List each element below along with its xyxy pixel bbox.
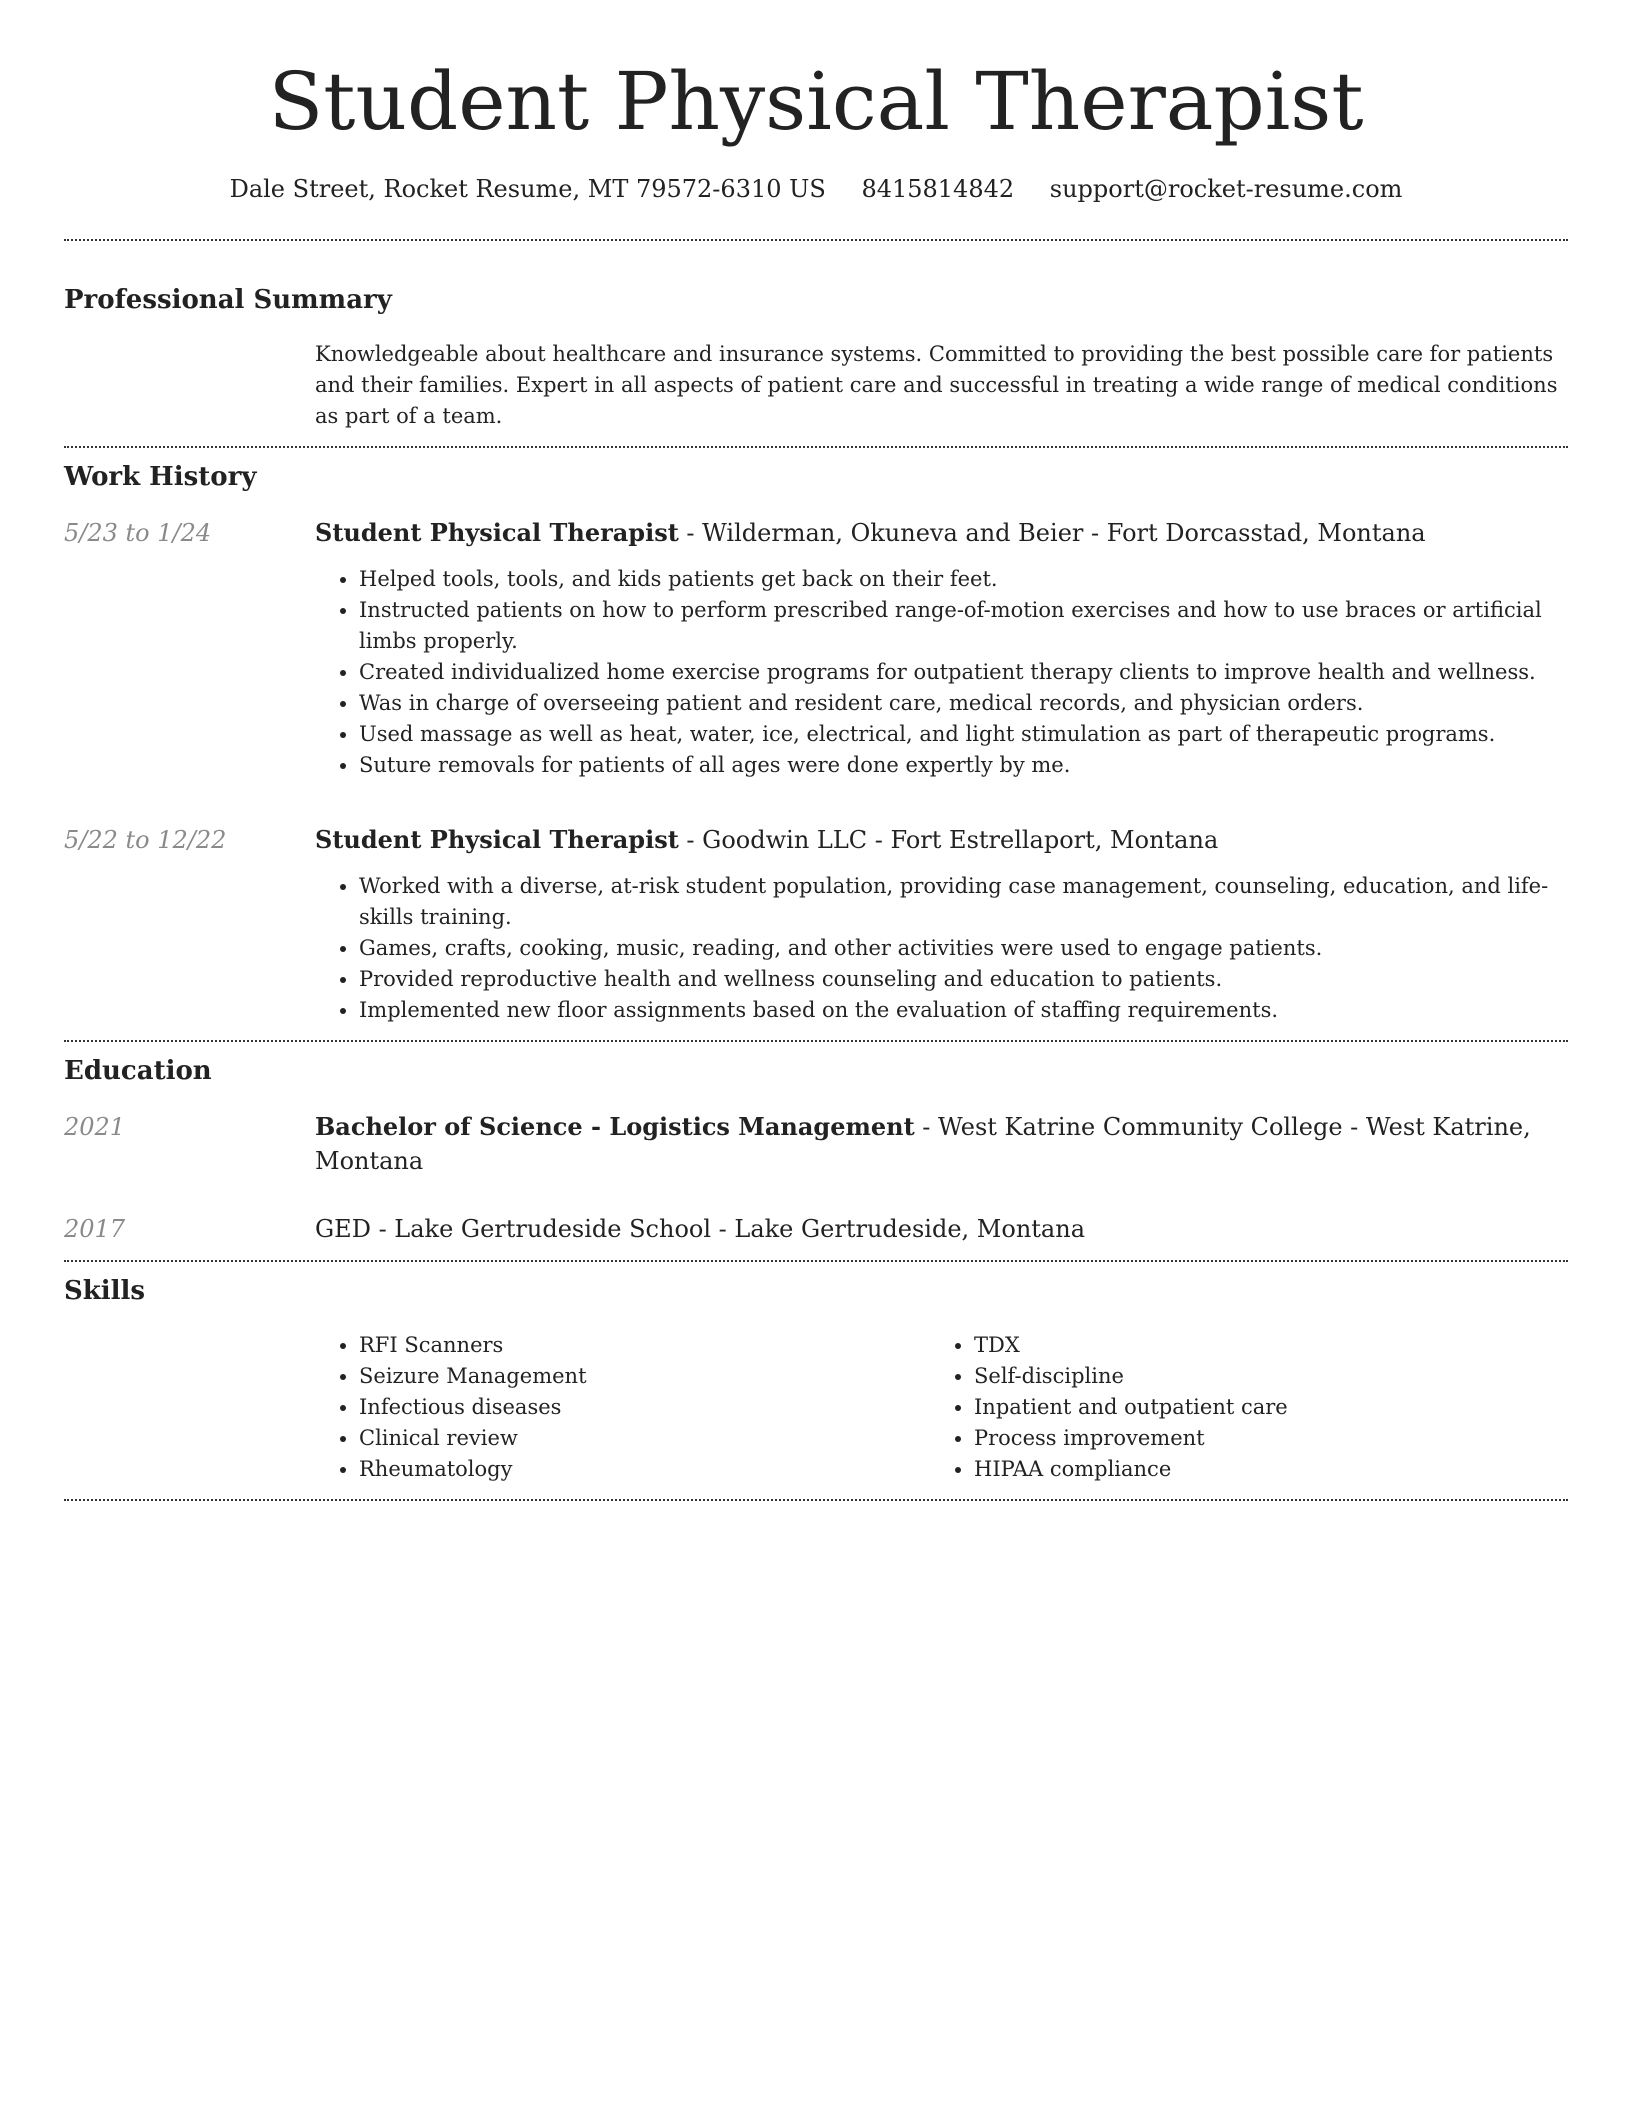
education-degree: Bachelor of Science - Logistics Management [315,1112,915,1141]
work-history-section [64,448,1568,1040]
job-dates: 5/23 to 1/24 [64,519,212,547]
resume-page [64,0,1568,1501]
summary-section [64,241,1568,446]
section-divider [64,1499,1568,1501]
education-school: GED - Lake Gertrudeside School - Lake Gertrudeside, Montana [315,1215,1086,1243]
list-item: • Instructed patients on how to perform prescribed range-of-motion exercises and how to use braces or artificial limbs properly. [359,595,1568,657]
job-bullets [315,564,1568,781]
education-entry [64,1212,1568,1246]
list-item: • Created individualized home exercise programs for outpatient therapy clients to improve health and wellness. [359,657,1568,688]
job-bullets [315,871,1568,1026]
education-body [315,1212,1568,1246]
section-title-skills: Skills [64,1276,146,1306]
skill-item: • Process improvement [974,1423,1534,1454]
job-body [315,823,1568,1026]
job-heading [315,823,1568,857]
education-heading [315,1212,1568,1246]
job-role: Student Physical Therapist [315,518,679,547]
section-title-education: Education [64,1056,212,1086]
skill-item: • Self-discipline [974,1361,1534,1392]
job-role: Student Physical Therapist [315,825,679,854]
skill-item: • HIPAA compliance [974,1454,1534,1485]
education-heading [315,1110,1568,1178]
job-entry [64,823,1568,1026]
address: Dale Street, Rocket Resume, MT 79572-6310 US [229,175,826,203]
list-item: • Suture removals for patients of all ages were done expertly by me. [359,750,1568,781]
email: support@rocket-resume.com [1049,175,1403,203]
skills-column-right [930,1330,1534,1485]
education-entry [64,1110,1568,1178]
section-title-summary: Professional Summary [64,285,392,315]
skill-item: • Infectious diseases [359,1392,930,1423]
job-employer: - Goodwin LLC - Fort Estrellaport, Montana [678,826,1219,854]
section-title-work: Work History [64,462,257,492]
list-item: • Worked with a diverse, at-risk student population, providing case management, counseling, education, and life-skills training. [359,871,1568,933]
education-school: - West Katrine Community College - West Katrine, Montana [315,1113,1531,1175]
contact-line [64,172,1568,206]
phone: 8415814842 [861,175,1015,203]
education-year: 2017 [64,1215,126,1243]
skills-list [315,1330,1568,1499]
candidate-name: Student Physical Therapist [268,55,1364,148]
list-item: • Implemented new floor assignments based on the evaluation of staffing requirements. [359,995,1568,1026]
education-year: 2021 [64,1113,126,1141]
skill-item: • Inpatient and outpatient care [974,1392,1534,1423]
skills-column-left [315,1330,930,1485]
job-entry [64,516,1568,781]
skill-item: • Clinical review [359,1423,930,1454]
list-item: • Games, crafts, cooking, music, reading, and other activities were used to engage patients. [359,933,1568,964]
job-body [315,516,1568,781]
list-item: • Helped tools, tools, and kids patients get back on their feet. [359,564,1568,595]
job-heading [315,516,1568,550]
skills-section [64,1262,1568,1499]
job-dates: 5/22 to 12/22 [64,826,227,854]
skill-item: • TDX [974,1330,1534,1361]
skill-item: • Rheumatology [359,1454,930,1485]
education-body [315,1110,1568,1178]
list-item: • Was in charge of overseeing patient and resident care, medical records, and physician orders. [359,688,1568,719]
job-employer: - Wilderman, Okuneva and Beier - Fort Dorcasstad, Montana [678,519,1426,547]
skill-item: • Seizure Management [359,1361,930,1392]
list-item: • Provided reproductive health and wellness counseling and education to patients. [359,964,1568,995]
summary-text: Knowledgeable about healthcare and insurance systems. Committed to providing the best possible care for patients and their families. Expert in all aspects of patient care and successful in treating a wide range of medical conditions as part of a team. [315,342,1558,428]
skill-item: • RFI Scanners [359,1330,930,1361]
list-item: • Used massage as well as heat, water, ice, electrical, and light stimulation as part of therapeutic programs. [359,719,1568,750]
education-section [64,1042,1568,1260]
